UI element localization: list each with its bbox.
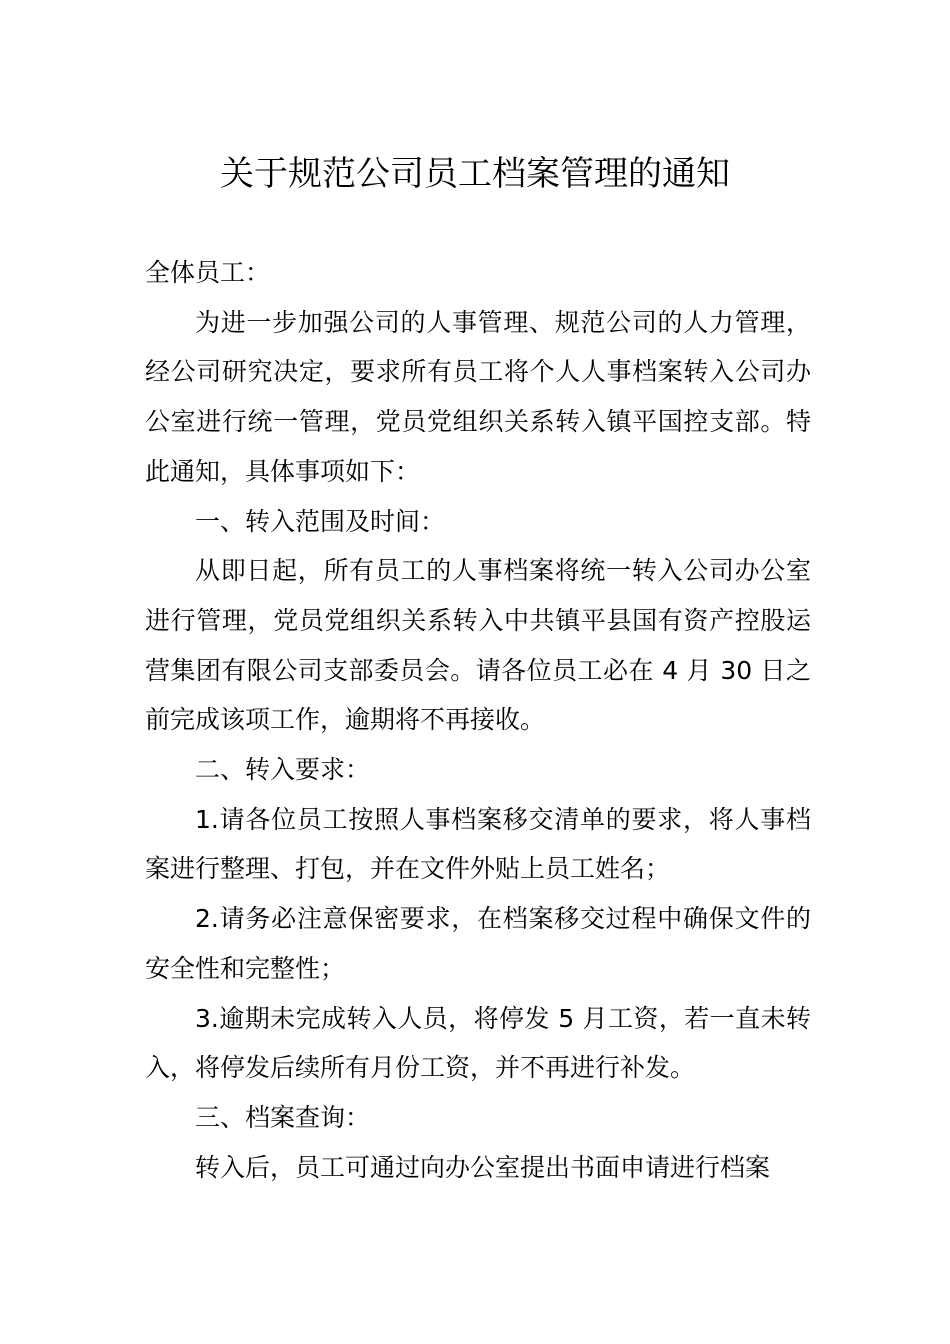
intro-paragraph: 为进一步加强公司的人事管理、规范公司的人力管理，经公司研究决定，要求所有员工将个人人事档案转入公司办公室进行统一管理，党员党组织关系转入镇平国控支部。特此通知，具体事项如下： [145, 307, 811, 486]
section-heading-query: 三、档案查询： [195, 1102, 371, 1132]
section-heading-scope: 一、转入范围及时间： [195, 506, 446, 536]
requirement-item-2: 2.请务必注意保密要求，在档案移交过程中确保文件的安全性和完整性； [145, 904, 811, 983]
document-body [145, 248, 811, 1192]
section-heading-requirements: 二、转入要求： [195, 755, 371, 785]
query-paragraph: 转入后，员工可通过向办公室提出书面申请进行档案 [195, 1152, 771, 1182]
document-title: 关于规范公司员工档案管理的通知 [220, 154, 730, 194]
requirement-item-1: 1.请各位员工按照人事档案移交清单的要求，将人事档案进行整理、打包，并在文件外贴上员工姓名； [145, 804, 811, 884]
salutation: 全体员工： [145, 258, 271, 287]
requirement-item-3: 3.逾期未完成转入人员，将停发 5 月工资，若一直未转入，将停发后续所有月份工资，并不再进行补发。 [145, 1003, 811, 1083]
scope-paragraph: 从即日起，所有员工的人事档案将统一转入公司办公室进行管理，党员党组织关系转入中共镇平县国有资产控股运营集团有限公司支部委员会。请各位员工必在 4 月 30 日之前完成该项工作，逾期将不再接收。 [145, 556, 811, 735]
